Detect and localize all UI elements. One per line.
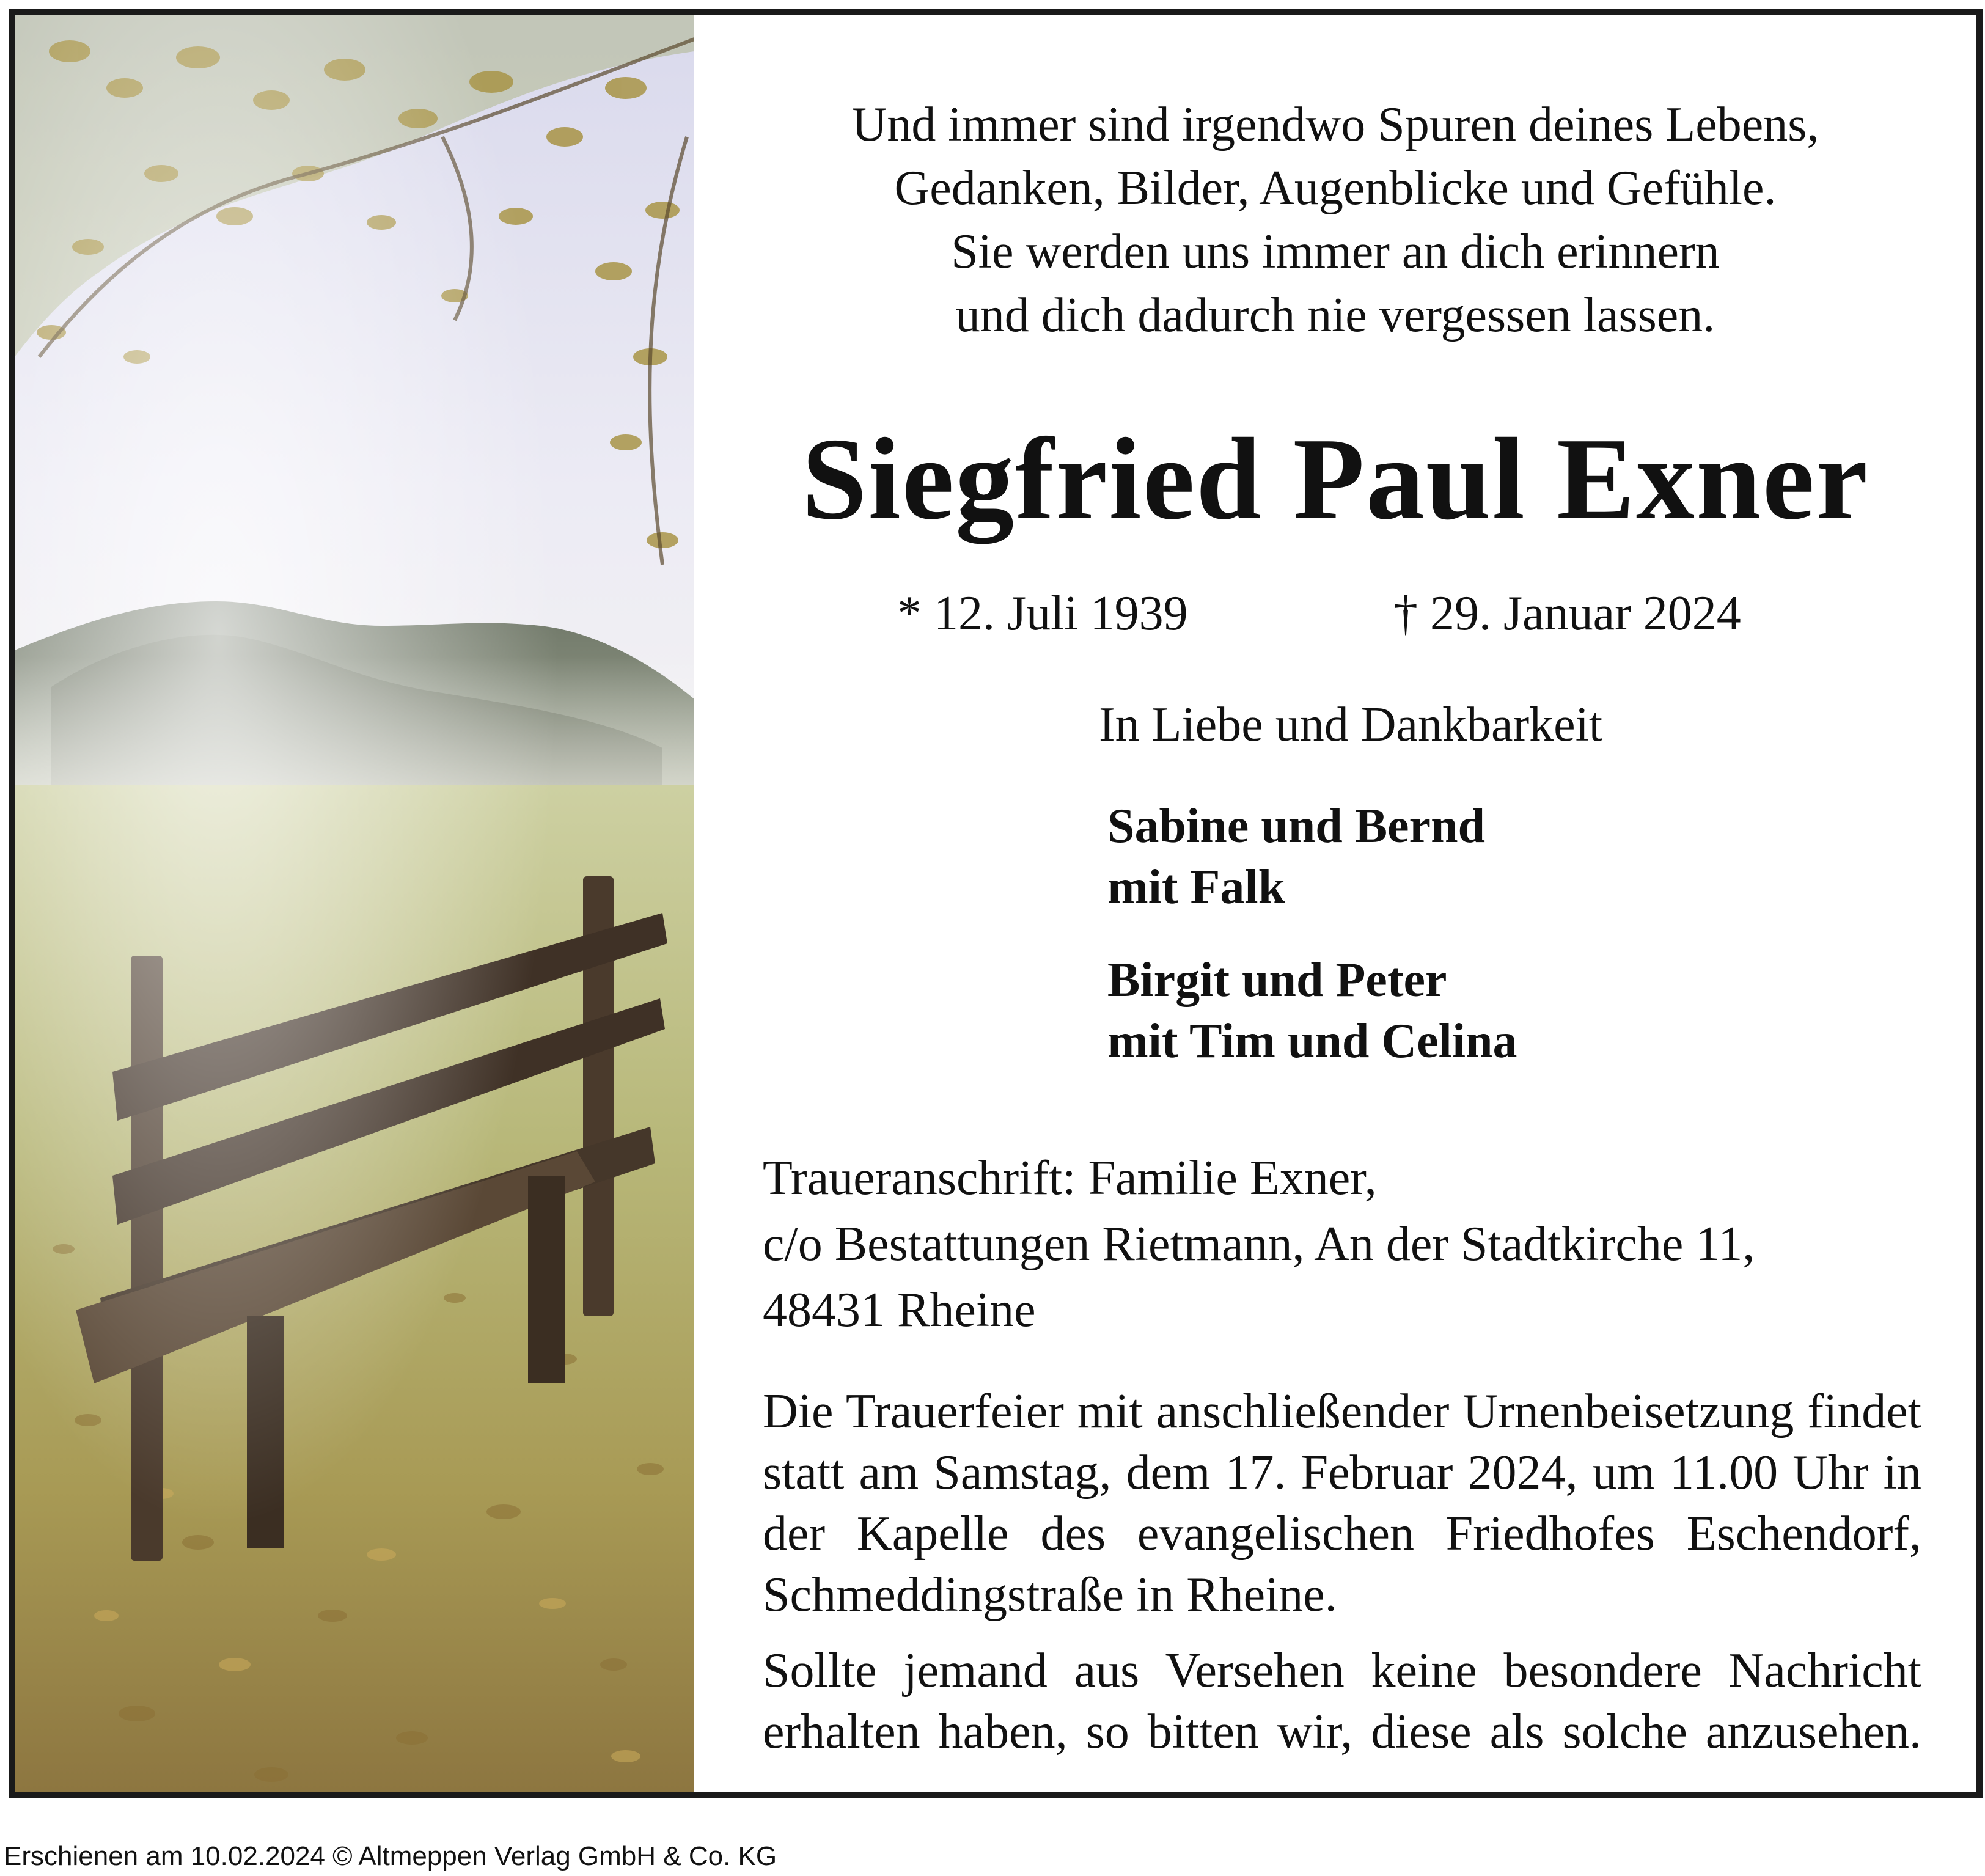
death-date: † 29. Januar 2024 (1393, 587, 1741, 640)
condolence-address (763, 1145, 1755, 1343)
address-line: 48431 Rheine (763, 1283, 1036, 1337)
ceremony-paragraph (763, 1381, 1921, 1625)
address-line: Traueranschrift: Familie Exner, (763, 1151, 1377, 1205)
memorial-poem (694, 93, 1976, 347)
bench-in-autumn-meadow-photo (15, 15, 694, 1792)
obituary-text-panel (694, 15, 1976, 1792)
mourner-line: Sabine und Bernd (1107, 799, 1486, 853)
dedication-line: In Liebe und Dankbarkeit (1099, 698, 1603, 752)
address-line: c/o Bestattungen Rietmann, An der Stadtkirche 11, (763, 1217, 1755, 1271)
mourner-line: Birgit und Peter (1107, 953, 1447, 1007)
notice-line: erhalten haben, so bitten wir, diese als solche anzusehen. (763, 1705, 1921, 1759)
publication-footer: Erschienen am 10.02.2024 © Altmeppen Verlag GmbH & Co. KG (4, 1841, 777, 1871)
poem-line: und dich dadurch nie vergessen lassen. (955, 288, 1715, 342)
notice-line: Sollte jemand aus Versehen keine besondere Nachricht (763, 1644, 1921, 1698)
ceremony-line: Die Trauerfeier mit anschließender Urnenbeisetzung findet (763, 1385, 1921, 1438)
notice-paragraph (763, 1640, 1921, 1762)
mourner-line: mit Falk (1107, 860, 1286, 914)
poem-line: Und immer sind irgendwo Spuren deines Lebens, (851, 98, 1819, 152)
mourner-line: mit Tim und Celina (1107, 1014, 1517, 1068)
poem-line: Sie werden uns immer an dich erinnern (951, 225, 1720, 279)
poem-line: Gedanken, Bilder, Augenblicke und Gefühle. (894, 161, 1777, 215)
obituary-frame (9, 9, 1983, 1798)
birth-date: * 12. Juli 1939 (897, 587, 1188, 640)
landscape-illustration (15, 15, 694, 1792)
ceremony-line: Schmeddingstraße in Rheine. (763, 1568, 1337, 1622)
ceremony-line: der Kapelle des evangelischen Friedhofes Eschendorf, (763, 1507, 1921, 1561)
deceased-name: Siegfried Paul Exner (801, 414, 1869, 544)
mourner-group (1107, 796, 1485, 918)
ceremony-line: statt am Samstag, dem 17. Februar 2024, um 11.00 Uhr in (763, 1446, 1921, 1500)
mourner-group (1107, 950, 1517, 1072)
